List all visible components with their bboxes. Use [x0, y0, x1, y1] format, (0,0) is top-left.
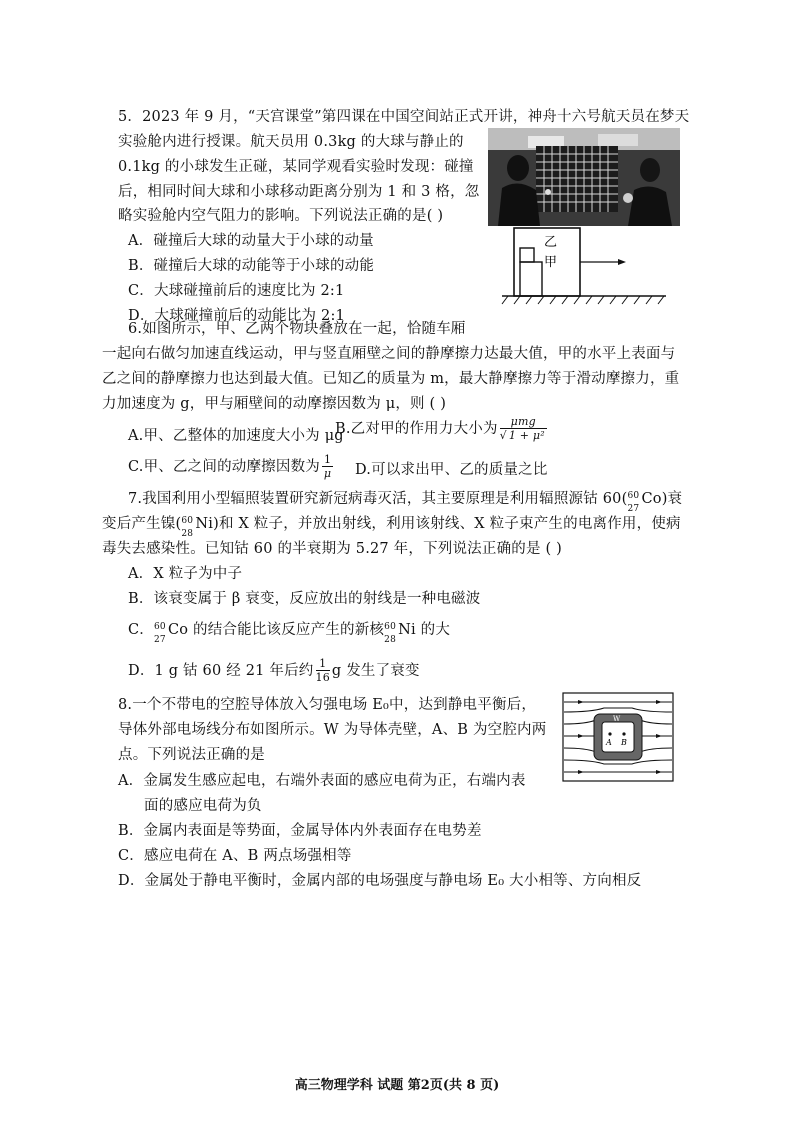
q7-l2-prefix: 变后产生镍(	[102, 516, 182, 532]
q6-line-4: 力加速度为 g，甲与厢壁间的动摩擦因数为 μ，则 ( )	[102, 396, 447, 412]
q7-option-a: A．X 粒子为中子	[128, 566, 243, 582]
q5-option-d: D．大球碰撞前后的动能比为 2:1	[128, 308, 345, 324]
q7-option-d	[128, 658, 420, 684]
q7-l2-suffix: )和 X 粒子，并放出射线，利用该射线、X 粒子束产生的电离作用，使病	[213, 516, 681, 532]
q7-d-denominator: 16	[315, 671, 330, 684]
q6-option-a: A.甲、乙整体的加速度大小为 μg	[128, 428, 344, 444]
co-mass-number: 60	[627, 491, 640, 501]
q7-c-ni-mass: 60	[384, 622, 396, 632]
q6-c-fraction	[322, 454, 333, 480]
q6-b-denominator: 1 + μ²	[508, 429, 545, 442]
q6-option-c	[128, 454, 335, 480]
ni-symbol: Ni	[195, 516, 214, 532]
q7-c-co-atomic: 27	[154, 635, 166, 645]
q7-d-prefix: D．1 g 钴 60 经 21 年后约	[128, 663, 314, 679]
q6-c-numerator: 1	[324, 453, 332, 466]
q7-d-numerator: 1	[316, 658, 330, 671]
q6-option-b	[335, 416, 549, 442]
q6-c-prefix: C.甲、乙之间的动摩擦因数为	[128, 459, 320, 475]
ni-atomic-number: 28	[181, 529, 194, 539]
q7-c-suffix: Ni 的大	[398, 622, 451, 638]
label-b: B	[621, 738, 627, 747]
q8-line-2: 导体外部电场线分布如图所示。W 为导体壳壁，A、B 为空腔内两	[118, 722, 547, 738]
q7-d-fraction	[316, 658, 330, 684]
q8-option-a-line-2: 面的感应电荷为负	[144, 798, 262, 814]
q6-line-3: 乙之间的静摩擦力也达到最大值。已知乙的质量为 m，最大静摩擦力等于滑动摩擦力，重	[102, 371, 680, 387]
q6-carriage-figure	[500, 226, 672, 310]
q8-option-c: C．感应电荷在 A、B 两点场强相等	[118, 848, 352, 864]
label-w: W	[613, 715, 621, 723]
co-atomic-number: 27	[627, 504, 640, 514]
q7-line-1	[128, 489, 683, 514]
q6-line-2: 一起向右做匀加速直线运动，甲与竖直厢壁之间的静摩擦力达最大值，甲的水平上表面与	[102, 346, 676, 362]
astronaut-photo	[488, 128, 680, 226]
ni-mass-number: 60	[181, 516, 194, 526]
q6-b-fraction: $\frac{\text{μmg}}{\text{√ 1 + μ²}}$	[499, 415, 545, 442]
q5-option-b: B．碰撞后大球的动能等于小球的动能	[128, 258, 375, 274]
q8-conductor-figure	[562, 692, 674, 782]
q6-c-denominator: μ	[323, 467, 332, 480]
q7-line-2	[102, 514, 681, 539]
q7-option-c	[128, 620, 451, 645]
q5-option-a: A．碰撞后大球的动量大于小球的动量	[128, 233, 374, 249]
q8-option-d: D．金属处于静电平衡时，金属内部的电场强度与静电场 E₀ 大小相等、方向相反	[118, 873, 642, 889]
q8-line-3: 点。下列说法正确的是	[118, 747, 265, 763]
q7-c-prefix: C．	[128, 622, 154, 638]
q7-c-middle: Co 的结合能比该反应产生的新核	[168, 622, 385, 638]
label-a: A	[606, 738, 612, 747]
q5-option-c: C．大球碰撞前后的速度比为 2:1	[128, 283, 345, 299]
q7-l1-prefix: 7.我国利用小型辐照装置研究新冠病毒灭活，其主要原理是利用辐照源钴 60(	[128, 491, 628, 507]
q5-line-4: 后，相同时间大球和小球移动距离分别为 1 和 3 格，忽	[118, 184, 480, 200]
q7-d-suffix: g 发生了衰变	[331, 663, 420, 679]
q7-c-co-mass: 60	[154, 622, 166, 632]
q6-b-prefix: B.乙对甲的作用力大小为	[335, 421, 498, 437]
co-symbol: Co	[641, 491, 662, 507]
q6-option-d: D.可以求出甲、乙的质量之比	[355, 462, 548, 478]
q5-line-1: 5．2023 年 9 月，“天宫课堂”第四课在中国空间站正式开讲，神舟十六号航天员在梦天	[118, 109, 690, 125]
q7-line-3: 毒失去感染性。已知钴 60 的半衰期为 5.27 年，下列说法正确的是 ( )	[102, 541, 563, 557]
page-footer: 高三物理学科 试题 第2页(共 8 页)	[294, 1078, 500, 1093]
q8-line-1: 8.一个不带电的空腔导体放入匀强电场 E₀中，达到静电平衡后，	[118, 697, 537, 713]
q7-option-b: B．该衰变属于 β 衰变，反应放出的射线是一种电磁波	[128, 591, 481, 607]
label-yi: 乙	[544, 235, 558, 250]
q8-option-a-line-1: A．金属发生感应起电，右端外表面的感应电荷为正，右端内表	[118, 773, 526, 789]
q7-l1-suffix: )衰	[661, 491, 683, 507]
q5-line-3: 0.1kg 的小球发生正碰，某同学观看实验时发现：碰撞	[118, 159, 474, 175]
q5-line-5: 略实验舱内空气阻力的影响。下列说法正确的是( )	[118, 208, 444, 224]
q6-b-numerator: μmg	[500, 416, 547, 429]
q8-option-b: B．金属内表面是等势面，金属导体内外表面存在电势差	[118, 823, 482, 839]
q6-line-1: 6.如图所示，甲、乙两个物块叠放在一起，恰随车厢	[128, 321, 466, 337]
q7-c-ni-atomic: 28	[384, 635, 396, 645]
label-jia: 甲	[544, 255, 558, 270]
q5-line-2: 实验舱内进行授课。航天员用 0.3kg 的大球与静止的	[118, 134, 464, 150]
